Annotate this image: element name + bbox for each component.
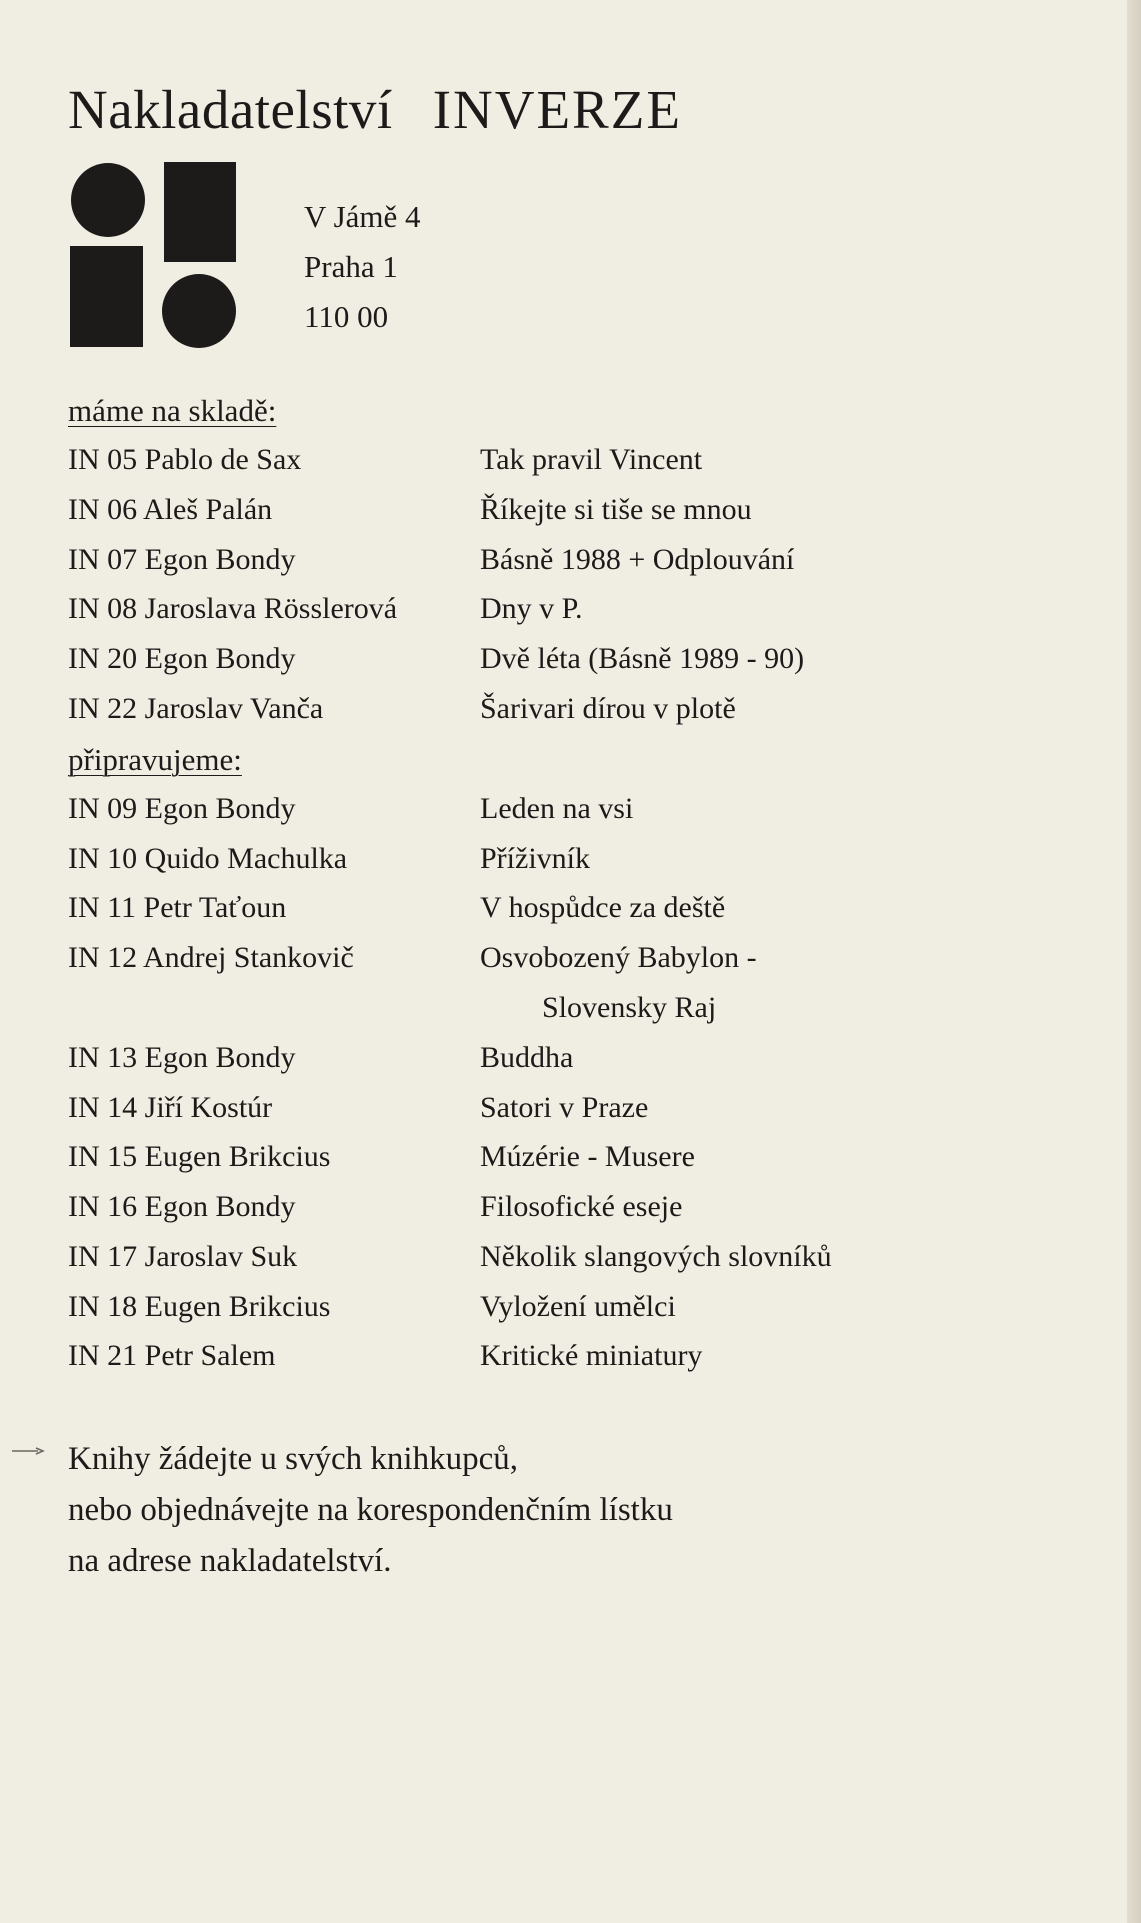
- book-code-author: IN 09 Egon Bondy: [68, 792, 296, 825]
- book-code-author: IN 21 Petr Salem: [68, 1339, 276, 1372]
- footer-line: Knihy žádejte u svých knihkupců,: [68, 1441, 518, 1477]
- address-street: V Jámě 4: [304, 199, 421, 234]
- book-code-author: IN 05 Pablo de Sax: [68, 443, 302, 476]
- book-title: Několik slangových slovníků: [480, 1240, 832, 1273]
- book-title: Filosofické eseje: [480, 1190, 683, 1223]
- book-code-author: IN 16 Egon Bondy: [68, 1190, 296, 1223]
- inverze-logo-icon: [70, 162, 240, 348]
- book-title: Leden na vsi: [480, 792, 634, 825]
- book-code-author: IN 14 Jiří Kostúr: [68, 1091, 273, 1124]
- book-title: Tak pravil Vincent: [480, 443, 703, 476]
- book-code-author: IN 10 Quido Machulka: [68, 842, 348, 875]
- book-code-author: IN 07 Egon Bondy: [68, 543, 296, 576]
- book-title: Kritické miniatury: [480, 1339, 703, 1372]
- book-title: Buddha: [480, 1041, 574, 1074]
- book-code-author: IN 18 Eugen Brikcius: [68, 1290, 331, 1323]
- page-edge: [1127, 0, 1141, 1923]
- book-code-author: IN 22 Jaroslav Vanča: [68, 692, 324, 725]
- publisher-name: INVERZE: [432, 79, 682, 140]
- address-zip: 110 00: [304, 299, 389, 334]
- footer-line: nebo objednávejte na korespondenčním lístku: [68, 1492, 673, 1528]
- page-title: [68, 78, 682, 141]
- book-code-author: IN 20 Egon Bondy: [68, 642, 296, 675]
- book-code-author: IN 06 Aleš Palán: [68, 493, 273, 526]
- book-code-author: IN 17 Jaroslav Suk: [68, 1240, 298, 1273]
- book-title: Osvobozený Babylon -: [480, 941, 757, 974]
- address-city: Praha 1: [304, 249, 398, 284]
- book-code-author: IN 08 Jaroslava Rösslerová: [68, 592, 398, 625]
- book-title: Vyložení umělci: [480, 1290, 676, 1323]
- book-title: V hospůdce za deště: [480, 891, 726, 924]
- book-title: Básně 1988 + Odplouvání: [480, 543, 795, 576]
- publisher-address: [304, 192, 421, 342]
- book-title: Šarivari dírou v plotě: [480, 692, 736, 725]
- book-code-author: IN 13 Egon Bondy: [68, 1041, 296, 1074]
- publisher-prefix: Nakladatelství: [68, 79, 393, 140]
- order-instructions: [68, 1434, 673, 1587]
- book-title: Říkejte si tiše se mnou: [480, 493, 752, 526]
- book-title: Dvě léta (Básně 1989 - 90): [480, 642, 805, 675]
- book-title: Satori v Praze: [480, 1091, 649, 1124]
- arrow-mark-icon: [12, 1446, 46, 1456]
- book-code-author: IN 12 Andrej Stankovič: [68, 941, 354, 974]
- book-code-author: IN 11 Petr Taťoun: [68, 891, 287, 924]
- book-title-continued: Slovensky Raj: [542, 991, 717, 1024]
- upcoming-label: připravujeme:: [68, 742, 242, 777]
- book-code-author: IN 15 Eugen Brikcius: [68, 1140, 331, 1173]
- book-title: Dny v P.: [480, 592, 583, 625]
- book-title: Múzérie - Musere: [480, 1140, 695, 1173]
- in-stock-label: máme na skladě:: [68, 393, 277, 428]
- book-title: Příživník: [480, 842, 590, 875]
- footer-line: na adrese nakladatelství.: [68, 1543, 392, 1579]
